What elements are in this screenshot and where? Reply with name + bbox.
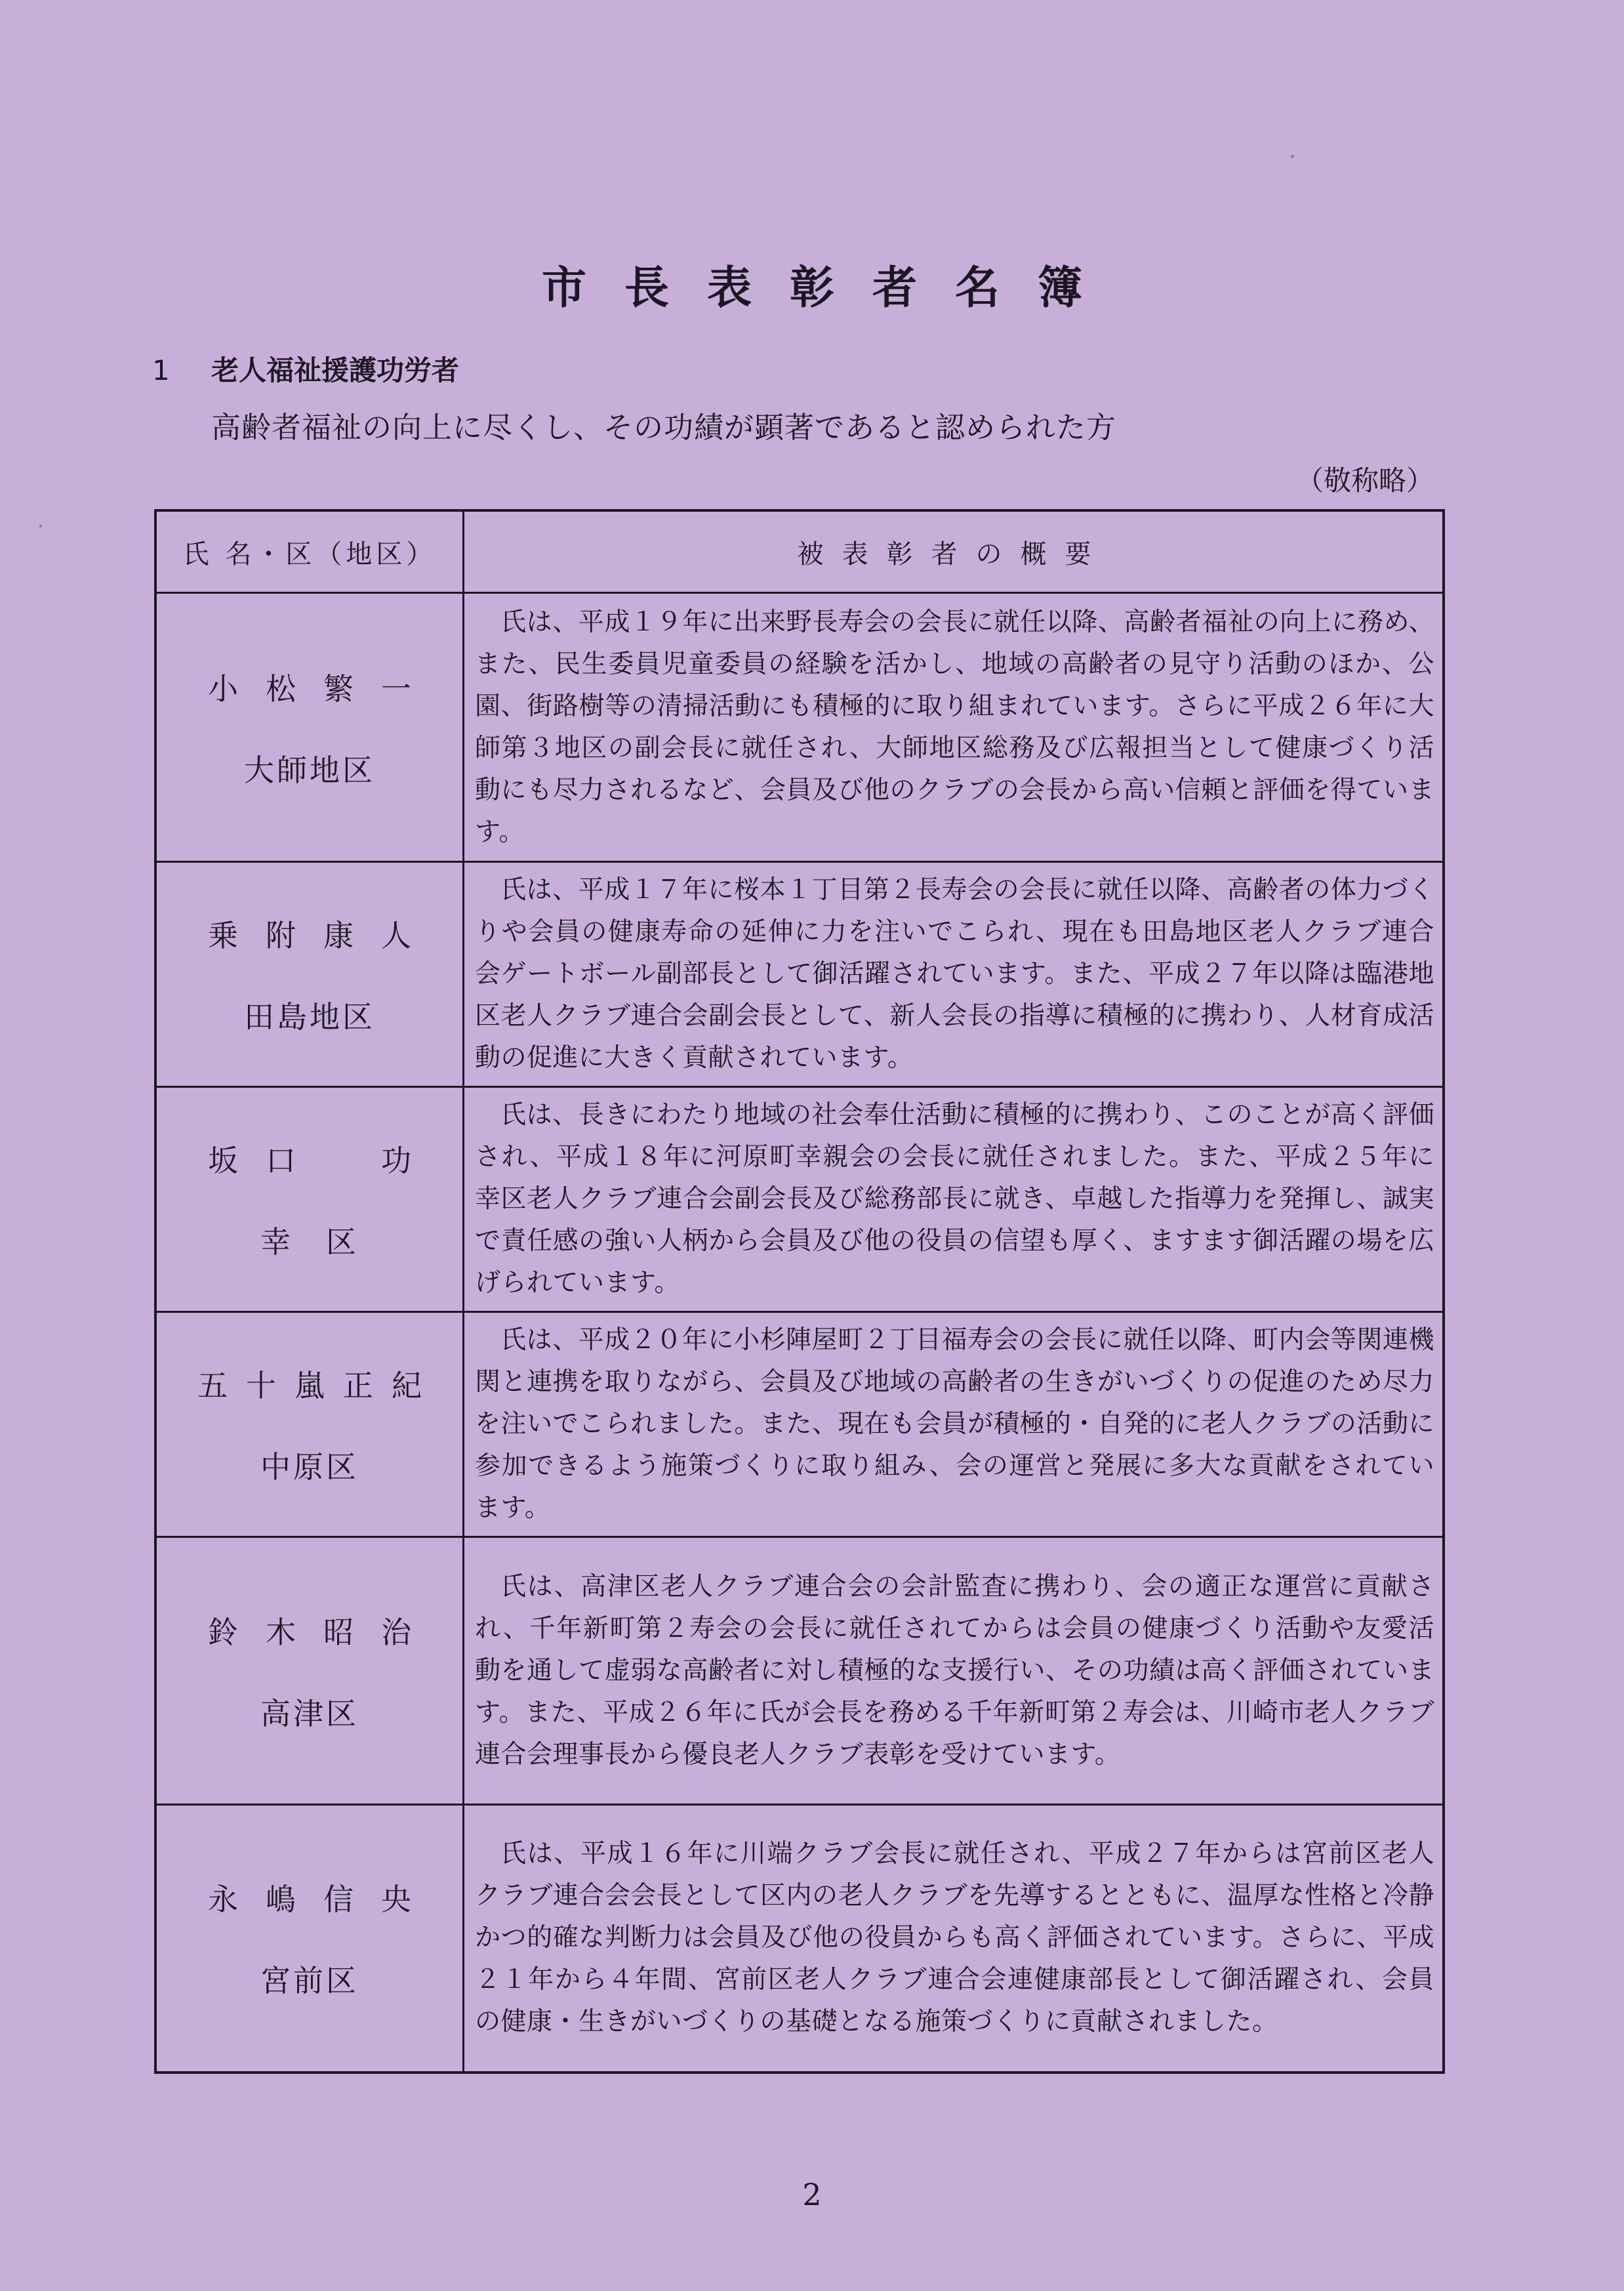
name-cell [155,1312,464,1537]
document-title: 市長表彰者名簿 [541,262,1120,314]
honorific-note: （敬称略） [1295,464,1434,497]
page-number: 2 [802,2177,822,2212]
section-title: 老人福祉援護功労者 [211,354,460,386]
awardee-district: 宮前区 [260,1963,359,1999]
awardee-name: 鈴木昭治 [208,1614,439,1650]
awardee-district: 中原区 [260,1449,359,1485]
header-summary: 被表彰者の概要 [464,510,1444,593]
awardee-district: 幸 区 [260,1224,359,1260]
awardees-table [154,509,1445,2074]
scan-speck [1291,155,1294,158]
name-cell [155,1087,464,1312]
awardee-district: 田島地区 [244,999,375,1035]
section-number: 1 [152,354,170,386]
summary-cell: 氏は、平成１９年に出来野長寿会の会長に就任以降、高齢者福祉の向上に務め、また、民生委員児童委員の経験を活かし、地域の高齢者の見守り活動のほか、公園、街路樹等の清掃活動にも積極的に取り組まれています。さらに平成２６年に大師第３地区の副会長に就任され、大師地区総務及び広報担当として健康づくり活動にも尽力されるなど、会員及び他のクラブの会長から高い信頼と評価を得ています。 [464,593,1444,862]
name-cell [155,1537,464,1805]
table-row [155,1537,1444,1805]
table-row [155,593,1444,862]
name-cell [155,593,464,862]
header-name-district: 氏 名・区（地区） [155,510,464,593]
name-cell [155,862,464,1087]
awardee-district: 高津区 [260,1695,359,1731]
summary-cell: 氏は、平成２０年に小杉陣屋町２丁目福寿会の会長に就任以降、町内会等関連機関と連携を取りながら、会員及び地域の高齢者の生きがいづくりの促進のため尽力を注いでこられました。また、現在も会員が積極的・自発的に老人クラブの活動に参加できるよう施策づくりに取り組み、会の運営と発展に多大な貢献をされています。 [464,1312,1444,1537]
awardee-district: 大師地区 [244,752,375,788]
table-row [155,1312,1444,1537]
summary-cell: 氏は、平成１６年に川端クラブ会長に就任され、平成２７年からは宮前区老人クラブ連合会会長として区内の老人クラブを先導するとともに、温厚な性格と冷静かつ的確な判断力は会員及び他の役員からも高く評価されています。さらに、平成２１年から４年間、宮前区老人クラブ連合会連健康部長として御活躍され、会員の健康・生きがいづくりの基礎となる施策づくりに貢献されました。 [464,1805,1444,2073]
table-row [155,862,1444,1087]
section-heading [152,349,459,388]
summary-cell: 氏は、平成１７年に桜本１丁目第２長寿会の会長に就任以降、高齢者の体力づくりや会員の健康寿命の延伸に力を注いでこられ、現在も田島地区老人クラブ連合会ゲートボール副部長として御活躍されています。また、平成２７年以降は臨港地区老人クラブ連合会副会長として、新人会長の指導に積極的に携わり、人材育成活動の促進に大きく貢献されています。 [464,862,1444,1087]
awardee-name: 小松繁一 [208,671,439,707]
name-cell [155,1805,464,2073]
scan-speck [39,525,42,527]
table-header-row [155,510,1444,593]
table-row [155,1087,1444,1312]
awardee-name: 坂口 功 [208,1143,439,1178]
awardee-name: 永嶋信央 [208,1882,439,1918]
awardee-name: 乗附康人 [208,918,439,953]
summary-cell: 氏は、高津区老人クラブ連合会の会計監査に携わり、会の適正な運営に貢献され、千年新町第２寿会の会長に就任されてからは会員の健康づくり活動や友愛活動を通して虚弱な高齢者に対し積極的な支援行い、その功績は高く評価されています。また、平成２６年に氏が会長を務める千年新町第２寿会は、川崎市老人クラブ連合会理事長から優良老人クラブ表彰を受けています。 [464,1537,1444,1805]
awardee-name: 五十嵐正紀 [197,1368,440,1403]
table-row [155,1805,1444,2073]
summary-cell: 氏は、長きにわたり地域の社会奉仕活動に積極的に携わり、このことが高く評価され、平成１８年に河原町幸親会の会長に就任されました。また、平成２５年に幸区老人クラブ連合会副会長及び総務部長に就き、卓越した指導力を発揮し、誠実で責任感の強い人柄から会員及び他の役員の信望も厚く、ますます御活躍の場を広げられています。 [464,1087,1444,1312]
section-description: 高齢者福祉の向上に尽くし、その功績が顕著であると認められた方 [211,410,1117,445]
